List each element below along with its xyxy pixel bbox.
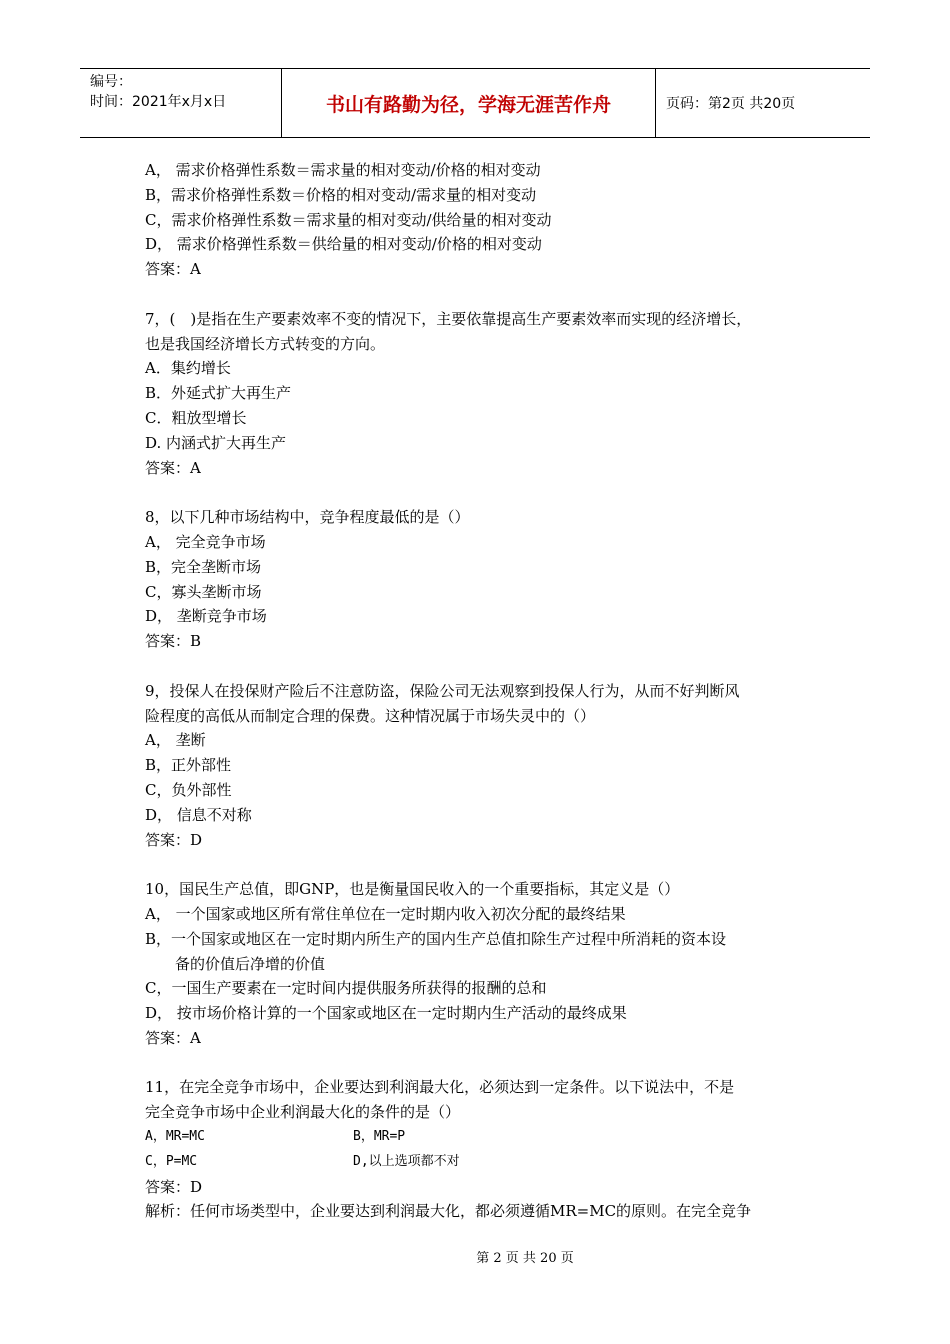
q7-option-c: C．粗放型增长 bbox=[145, 408, 247, 427]
q7-stem-line1: 7，( )是指在生产要素效率不变的情况下，主要依靠提高生产要素效率而实现的经济增长， bbox=[145, 309, 752, 328]
q10-option-a: A， 一个国家或地区所有常住单位在一定时期内收入初次分配的最终结果 bbox=[145, 904, 626, 923]
q10-option-c: C，一国生产要素在一定时间内提供服务所获得的报酬的总和 bbox=[145, 979, 547, 998]
q9-option-d: D， 信息不对称 bbox=[145, 805, 252, 824]
q9-stem-line1: 9，投保人在投保财产险后不注意防盗，保险公司无法观察到投保人行为，从而不好判断风 bbox=[145, 681, 740, 700]
q10-answer: 答案：A bbox=[145, 1028, 201, 1047]
header-page-label: 页码：第2页 共20页 bbox=[666, 96, 796, 112]
q10-option-d: D， 按市场价格计算的一个国家或地区在一定时期内生产活动的最终成果 bbox=[145, 1004, 627, 1023]
header-meta bbox=[80, 69, 282, 137]
q6-option-b: B，需求价格弹性系数＝价格的相对变动/需求量的相对变动 bbox=[145, 185, 537, 204]
q11-option-d: D,以上选项都不对 bbox=[353, 1153, 460, 1169]
q8-stem: 8，以下几种市场结构中，竞争程度最低的是（） bbox=[145, 508, 470, 527]
q9-option-a: A， 垄断 bbox=[145, 731, 206, 750]
q11-stem-line1: 11，在完全竞争市场中，企业要达到利润最大化，必须达到一定条件。以下说法中，不是 bbox=[145, 1078, 735, 1097]
q8-option-c: C，寡头垄断市场 bbox=[145, 582, 262, 601]
document-body bbox=[145, 158, 825, 1224]
q9-option-c: C，负外部性 bbox=[145, 780, 232, 799]
q8-answer: 答案：B bbox=[145, 632, 202, 651]
q11-option-b: B，MR=P bbox=[353, 1129, 406, 1145]
q8-option-b: B，完全垄断市场 bbox=[145, 557, 262, 576]
q7-stem-line2: 也是我国经济增长方式转变的方向。 bbox=[145, 334, 386, 353]
page-header bbox=[80, 68, 870, 138]
q9-stem-line2: 险程度的高低从而制定合理的保费。这种情况属于市场失灵中的（） bbox=[145, 706, 596, 725]
q10-option-b-line1: B，一个国家或地区在一定时期内所生产的国内生产总值扣除生产过程中所消耗的资本设 bbox=[145, 929, 727, 948]
q6-answer: 答案：A bbox=[145, 260, 201, 279]
q6-option-d: D， 需求价格弹性系数＝供给量的相对变动/价格的相对变动 bbox=[145, 235, 542, 254]
q10-option-b-line2: 备的价值后净增的价值 bbox=[175, 954, 326, 973]
q10-stem: 10，国民生产总值，即GNP，也是衡量国民收入的一个重要指标，其定义是（） bbox=[145, 880, 680, 899]
q11-option-a: A，MR=MC bbox=[145, 1129, 205, 1145]
q7-answer: 答案：A bbox=[145, 458, 201, 477]
q9-option-b: B，正外部性 bbox=[145, 756, 232, 775]
q11-option-c: C，P=MC bbox=[145, 1153, 198, 1169]
q11-analysis: 解析：任何市场类型中，企业要达到利润最大化，都必须遵循MR=MC的原则。在完全竞争 bbox=[145, 1202, 752, 1221]
q6-option-a: A， 需求价格弹性系数＝需求量的相对变动/价格的相对变动 bbox=[145, 161, 541, 179]
q11-options-row2 bbox=[145, 1150, 825, 1175]
q6-option-c: C，需求价格弹性系数＝需求量的相对变动/供给量的相对变动 bbox=[145, 210, 552, 229]
q7-option-b: B．外延式扩大再生产 bbox=[145, 384, 292, 403]
page-footer: 第 2 页 共 20 页 bbox=[476, 1251, 574, 1266]
time-label: 时间：2021年x月x日 bbox=[90, 94, 227, 110]
q11-options-row1 bbox=[145, 1125, 825, 1150]
q11-stem-line2: 完全竞争市场中企业利润最大化的条件的是（） bbox=[145, 1103, 461, 1122]
q9-answer: 答案：D bbox=[145, 830, 203, 849]
q11-answer: 答案：D bbox=[145, 1177, 203, 1196]
q7-option-a: A．集约增长 bbox=[145, 359, 231, 378]
q8-option-d: D， 垄断竞争市场 bbox=[145, 607, 267, 626]
q7-option-d: D. 内涵式扩大再生产 bbox=[145, 433, 287, 452]
header-motto: 书山有路勤为径，学海无涯苦作舟 bbox=[282, 69, 656, 137]
q8-option-a: A， 完全竞争市场 bbox=[145, 532, 266, 551]
number-label: 编号： bbox=[90, 74, 132, 90]
